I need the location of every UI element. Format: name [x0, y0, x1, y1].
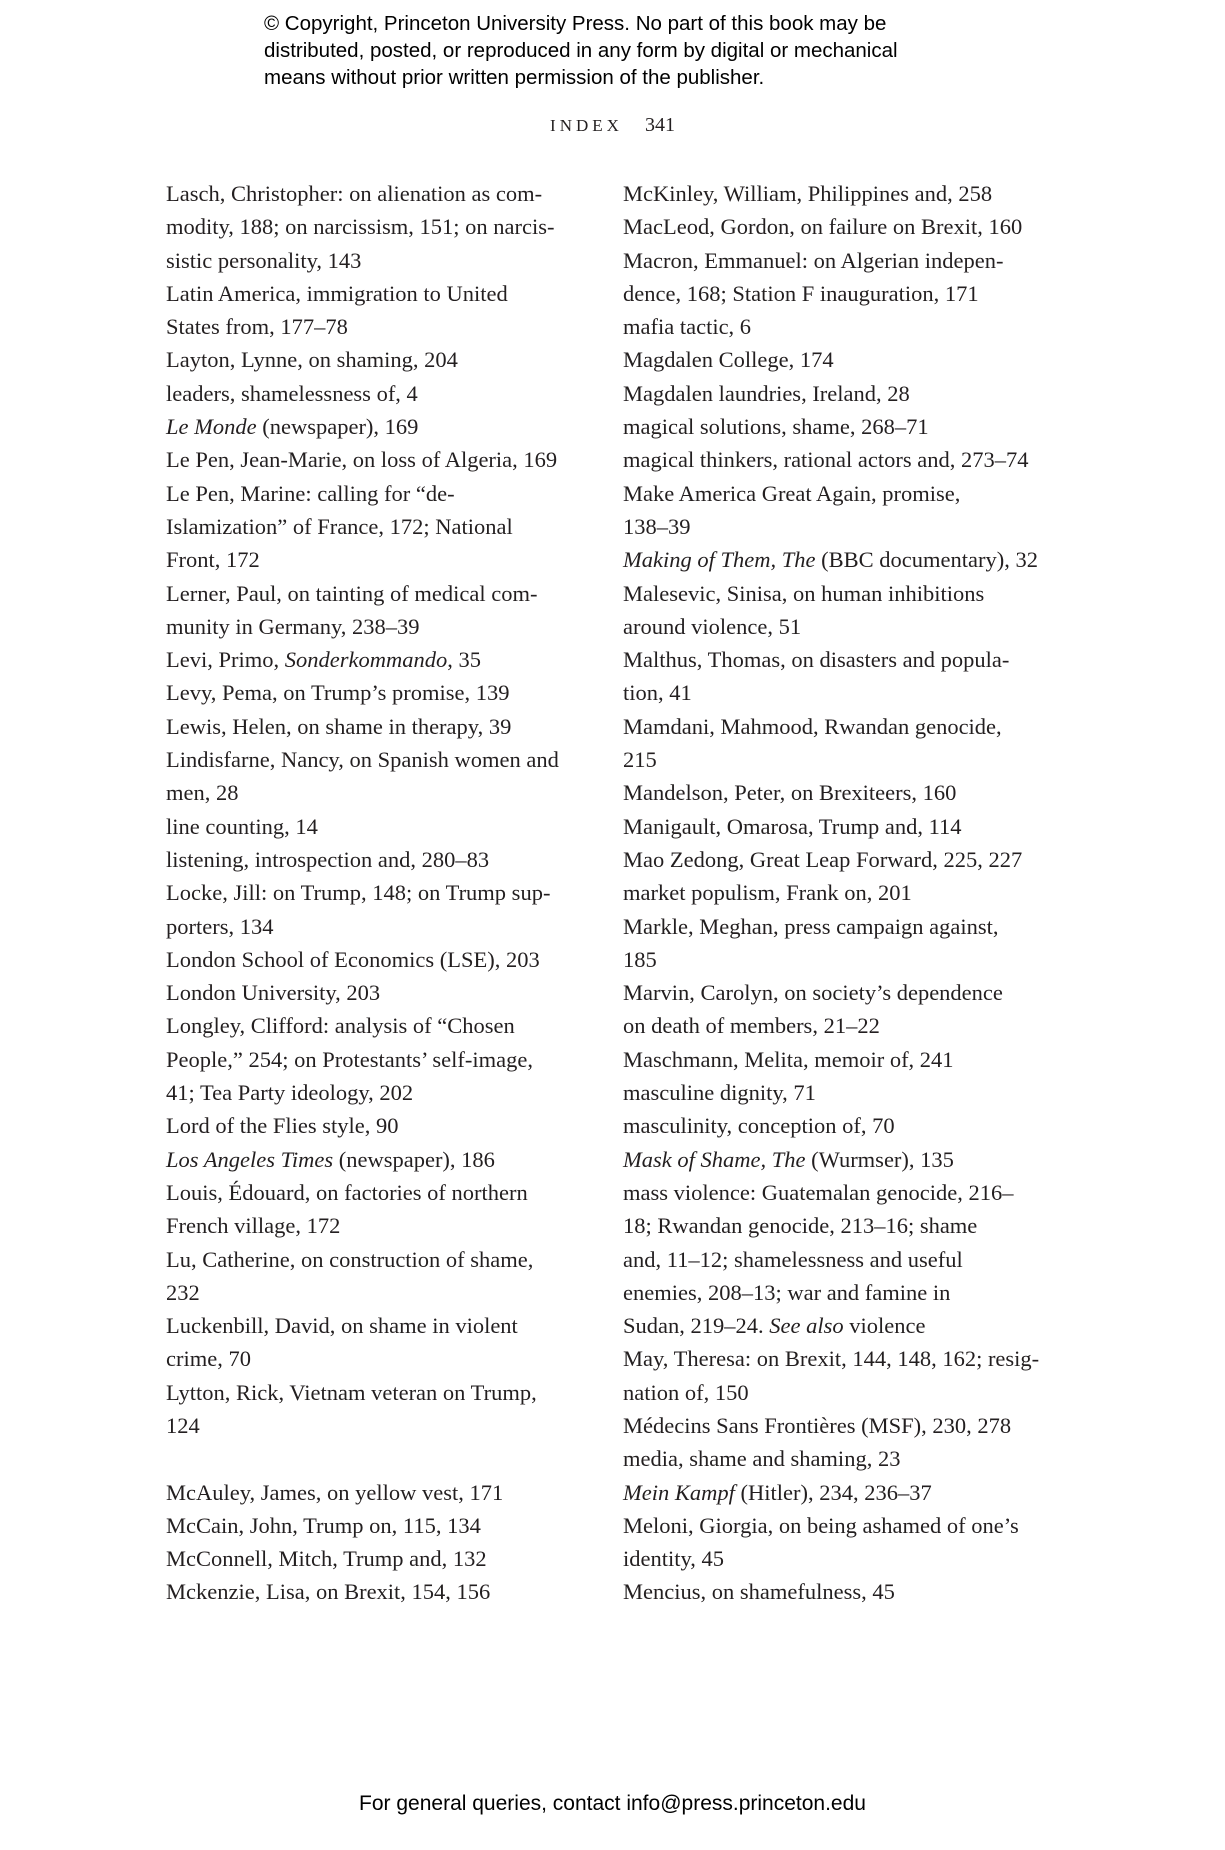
index-entry	[623, 1442, 1043, 1475]
index-entry-line: Markle, Meghan, press campaign against,	[623, 913, 999, 939]
index-entry-line: magical solutions, shame, 268–71	[623, 414, 929, 440]
index-entry-line: Lord of the Flies style, 90	[166, 1113, 399, 1139]
index-entry-line: Le Monde (newspaper), 169	[166, 414, 419, 440]
index-entry	[166, 943, 586, 976]
index-entry-line: Levy, Pema, on Trump’s promise, 139	[166, 680, 510, 706]
index-entry	[623, 443, 1043, 476]
index-entry-line: Manigault, Omarosa, Trump and, 114	[623, 813, 962, 839]
index-entry-line: Mencius, on shamefulness, 45	[623, 1579, 895, 1605]
index-entry-line: Los Angeles Times (newspaper), 186	[166, 1146, 495, 1172]
index-entry	[166, 1376, 586, 1443]
index-entry-line: Le Pen, Jean-Marie, on loss of Algeria, 169	[166, 447, 558, 473]
index-entry-line: enemies, 208–13; war and famine in	[623, 1279, 951, 1305]
index-entry	[623, 1109, 1043, 1142]
index-entry-line: crime, 70	[166, 1346, 251, 1372]
index-entry-line: 41; Tea Party ideology, 202	[166, 1080, 414, 1106]
index-entry-line: McKinley, William, Philippines and, 258	[623, 181, 993, 206]
index-entry-line: McAuley, James, on yellow vest, 171	[166, 1479, 504, 1505]
index-entry-line: Mao Zedong, Great Leap Forward, 225, 227	[623, 846, 1023, 872]
index-entry-line: Marvin, Carolyn, on society’s dependence	[623, 980, 1003, 1006]
copyright-line: © Copyright, Princeton University Press. No part of this book may be	[264, 12, 887, 35]
index-entry-line: Mckenzie, Lisa, on Brexit, 154, 156	[166, 1579, 491, 1605]
index-entry	[166, 177, 586, 277]
index-entry-line: Layton, Lynne, on shaming, 204	[166, 347, 458, 373]
index-entry	[623, 543, 1043, 576]
index-entry-line: Mask of Shame, The (Wurmser), 135	[623, 1146, 954, 1172]
index-entry	[623, 1409, 1043, 1442]
index-entry-line: market populism, Frank on, 201	[623, 880, 912, 906]
index-entry-line: munity in Germany, 238–39	[166, 613, 420, 639]
index-entry-line: London School of Economics (LSE), 203	[166, 946, 540, 972]
copyright-line: distributed, posted, or reproduced in any form by digital or mechanical	[264, 39, 898, 62]
index-entry-line: 232	[166, 1279, 200, 1305]
index-entry-line: Making of Them, The (BBC documentary), 32	[623, 547, 1038, 573]
index-entry	[166, 443, 586, 476]
footer-contact: For general queries, contact info@press.princeton.edu	[359, 1792, 866, 1815]
index-entry-line: 18; Rwandan genocide, 213–16; shame	[623, 1213, 978, 1239]
index-entry	[623, 1076, 1043, 1109]
index-entry-line: around violence, 51	[623, 613, 802, 639]
index-entry-line: Malesevic, Sinisa, on human inhibitions	[623, 580, 985, 606]
index-entry-line: Locke, Jill: on Trump, 148; on Trump sup-	[166, 880, 551, 906]
index-entry-line: Mein Kampf (Hitler), 234, 236–37	[623, 1479, 932, 1505]
index-entry-line: Islamization” of France, 172; National	[166, 513, 513, 539]
index-entry-line: Longley, Clifford: analysis of “Chosen	[166, 1013, 515, 1039]
index-entry-line: men, 28	[166, 780, 239, 806]
index-entry-line: Médecins Sans Frontières (MSF), 230, 278	[623, 1412, 1012, 1438]
running-head	[0, 114, 1225, 137]
index-entry-line: Louis, Édouard, on factories of northern	[166, 1179, 528, 1205]
index-entry	[166, 1476, 586, 1509]
index-entry	[166, 343, 586, 376]
index-entry	[166, 1109, 586, 1142]
index-entry-line: Latin America, immigration to United	[166, 280, 508, 306]
index-entry-line: 215	[623, 747, 657, 773]
index-entry-line: Meloni, Giorgia, on being ashamed of one’s	[623, 1512, 1019, 1538]
index-entry	[623, 1476, 1043, 1509]
index-entry-line: leaders, shamelessness of, 4	[166, 380, 418, 406]
index-entry	[623, 343, 1043, 376]
index-entry-line: Make America Great Again, promise,	[623, 480, 961, 506]
index-entry-line: McCain, John, Trump on, 115, 134	[166, 1512, 481, 1538]
index-entry-line: Lu, Catherine, on construction of shame,	[166, 1246, 534, 1272]
index-entry-line: Lytton, Rick, Vietnam veteran on Trump,	[166, 1379, 537, 1405]
running-head-label: INDEX	[550, 116, 623, 135]
index-entry-line: mafia tactic, 6	[623, 314, 752, 340]
index-entry	[166, 676, 586, 709]
index-entry	[166, 1509, 586, 1542]
index-entry	[623, 1176, 1043, 1342]
index-entry	[623, 876, 1043, 909]
index-entry-line: Le Pen, Marine: calling for “de-	[166, 480, 455, 506]
index-entry	[166, 1243, 586, 1310]
index-entry-line: Mandelson, Peter, on Brexiteers, 160	[623, 780, 957, 806]
index-entry-line: 138–39	[623, 513, 691, 539]
index-entry	[623, 1143, 1043, 1176]
index-entry-line: Malthus, Thomas, on disasters and popula-	[623, 647, 1010, 673]
index-entry-line: Lasch, Christopher: on alienation as com-	[166, 181, 543, 206]
index-entry	[623, 976, 1043, 1043]
index-entry-line: Magdalen College, 174	[623, 347, 834, 373]
index-entry-line: masculine dignity, 71	[623, 1080, 816, 1106]
index-entry	[166, 1009, 586, 1109]
index-entry	[166, 710, 586, 743]
index-entry	[166, 843, 586, 876]
index-entry-line: line counting, 14	[166, 813, 318, 839]
letter-group-gap	[166, 1442, 586, 1475]
index-entry	[623, 477, 1043, 544]
index-entry-line: States from, 177–78	[166, 314, 348, 340]
index-entry-line: sistic personality, 143	[166, 247, 362, 273]
index-entry-line: magical thinkers, rational actors and, 273–74	[623, 447, 1029, 473]
index-entry	[623, 776, 1043, 809]
index-entry	[166, 1575, 586, 1608]
index-entry	[623, 1509, 1043, 1576]
index-entry	[623, 577, 1043, 644]
index-entry-line: McConnell, Mitch, Trump and, 132	[166, 1546, 487, 1572]
index-column-right	[623, 177, 1043, 1609]
index-entry-line: Lerner, Paul, on tainting of medical com-	[166, 580, 538, 606]
index-entry-line: May, Theresa: on Brexit, 144, 148, 162; resig-	[623, 1346, 1040, 1372]
copyright-notice	[264, 10, 1024, 91]
index-entry-line: listening, introspection and, 280–83	[166, 846, 490, 872]
index-entry	[166, 1309, 586, 1376]
index-entry	[623, 710, 1043, 777]
index-entry-line: Luckenbill, David, on shame in violent	[166, 1313, 518, 1339]
index-entry	[623, 910, 1043, 977]
index-entry	[166, 477, 586, 577]
index-entry	[166, 1176, 586, 1243]
index-entry-line: Magdalen laundries, Ireland, 28	[623, 380, 910, 406]
index-entry-line: media, shame and shaming, 23	[623, 1446, 901, 1472]
index-entry	[166, 643, 586, 676]
index-entry-line: Front, 172	[166, 547, 260, 573]
index-entry	[166, 277, 586, 344]
index-entry	[166, 1542, 586, 1575]
index-entry	[166, 876, 586, 943]
index-entry-line: Sudan, 219–24. See also violence	[623, 1313, 926, 1339]
index-entry-line: dence, 168; Station F inauguration, 171	[623, 280, 979, 306]
index-entry-line: identity, 45	[623, 1546, 725, 1572]
index-entry	[166, 377, 586, 410]
index-entry-line: 185	[623, 946, 657, 972]
index-entry-line: Macron, Emmanuel: on Algerian indepen-	[623, 247, 1004, 273]
index-entry-line: tion, 41	[623, 680, 692, 706]
index-entry-line: mass violence: Guatemalan genocide, 216–	[623, 1179, 1014, 1205]
index-entry-line: porters, 134	[166, 913, 274, 939]
index-entry-line: Mamdani, Mahmood, Rwandan genocide,	[623, 713, 1002, 739]
index-entry-line: Levi, Primo, Sonderkommando, 35	[166, 647, 481, 673]
index-entry	[166, 577, 586, 644]
page-number: 341	[644, 114, 675, 136]
index-entry	[623, 810, 1043, 843]
index-entry-line: MacLeod, Gordon, on failure on Brexit, 160	[623, 214, 1023, 240]
index-entry	[623, 1342, 1043, 1409]
index-entry	[623, 410, 1043, 443]
index-entry	[623, 643, 1043, 710]
index-entry	[166, 810, 586, 843]
index-entry	[166, 743, 586, 810]
index-column-left	[166, 177, 586, 1609]
index-entry-line: People,” 254; on Protestants’ self-image,	[166, 1046, 533, 1072]
index-entry	[623, 177, 1043, 210]
index-entry-line: French village, 172	[166, 1213, 341, 1239]
index-entry	[623, 1043, 1043, 1076]
index-entry	[166, 410, 586, 443]
index-entry-line: nation of, 150	[623, 1379, 749, 1405]
index-entry	[166, 1143, 586, 1176]
index-entry-line: and, 11–12; shamelessness and useful	[623, 1246, 963, 1272]
copyright-line: means without prior written permission of the publisher.	[264, 66, 765, 89]
index-entry	[623, 843, 1043, 876]
index-entry-line: 124	[166, 1412, 200, 1438]
index-entry	[623, 1575, 1043, 1608]
index-entry-line: masculinity, conception of, 70	[623, 1113, 895, 1139]
index-entry	[623, 244, 1043, 311]
index-entry	[623, 377, 1043, 410]
index-entry-line: Maschmann, Melita, memoir of, 241	[623, 1046, 954, 1072]
index-entry	[166, 976, 586, 1009]
index-entry-line: Lindisfarne, Nancy, on Spanish women and	[166, 747, 559, 773]
index-entry-line: modity, 188; on narcissism, 151; on narcis-	[166, 214, 555, 240]
index-entry	[623, 310, 1043, 343]
index-entry-line: London University, 203	[166, 980, 381, 1006]
index-entry	[623, 210, 1043, 243]
index-entry-line: Lewis, Helen, on shame in therapy, 39	[166, 713, 512, 739]
index-entry-line: on death of members, 21–22	[623, 1013, 880, 1039]
